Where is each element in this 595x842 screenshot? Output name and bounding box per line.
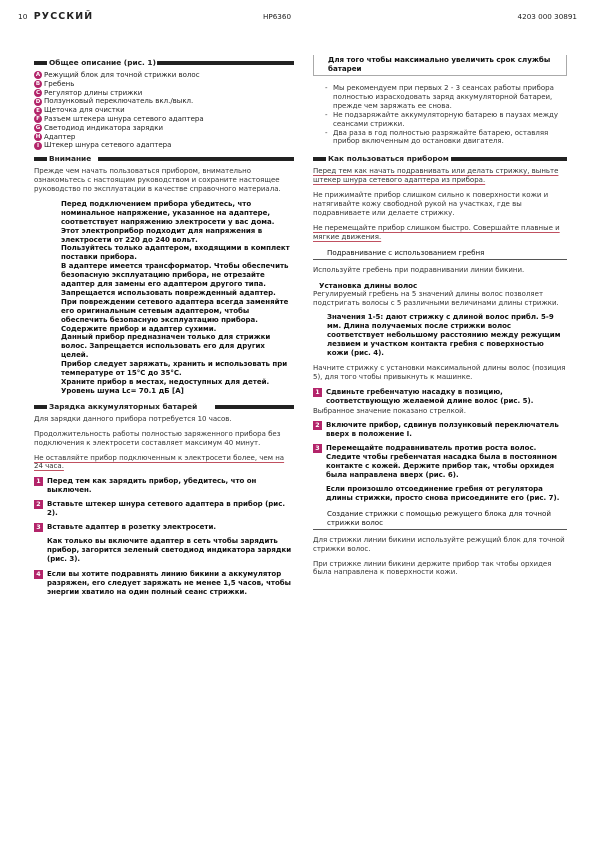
start-text: Начните стрижку с установки максимальной длины волос (позиция 5), для того чтобы привыкнуть к машинке. [313,363,566,381]
warning-item: Уровень шума Lc= 70.1 дБ [A] [61,386,184,395]
step-number: 3 [34,523,43,532]
right-column [313,55,567,583]
charging-time-text: Для зарядки данного прибора потребуется 10 часов. [34,414,232,423]
part-letter-badge: H [35,133,41,140]
parts-list [34,71,294,150]
length-values-note: Значения 1-5: дают стрижку с длиной волос прибл. 5-9 мм. Длина получаемых после стрижки волос соответствует небольшому расстоянию между режущим лезвием и участком контакта гребня с поверхностью кожи (рис. 4). [327,313,561,358]
part-item: B Гребень [35,79,75,88]
battery-tips [313,84,567,146]
battery-tip: - Не подзаряжайте аккумуляторную батарею в паузах между сеансами стрижки. [325,110,559,128]
pressure-text: Не прижимайте прибор слишком сильно к поверхности кожи и натягивайте кожу свободной рукой на участках, где вы подравниваете или делаете стрижку. [313,191,549,217]
warning-item: Содержите прибор и адаптер сухими. [61,324,217,333]
warning-item: Данный прибор предназначен только для стрижки волос. Запрещается использовать его для других целей. [61,333,271,360]
step-number: 4 [34,570,43,579]
step-number: 2 [34,500,43,509]
step-number: 2 [313,421,322,430]
unplug-warning: Перед тем как начать подравнивать или делать стрижку, выньте штекер шнура сетевого адаптера из прибора. [313,167,559,185]
charging-step: 4 Если вы хотите подравнять линию бикини а аккумулятор разряжен, его следует заряжать не менее 1,5 часов, чтобы энергии хватило на один полный сеанс стрижки. [34,570,294,597]
part-item: G Светодиод индикатора зарядки [35,123,164,132]
warning-item: Прибор следует заряжать, хранить и использовать при температуре от 15°C до 35°C. [61,360,288,378]
step-number: 1 [313,388,322,397]
warning-item: В адаптере имеется трансформатор. Чтобы обеспечить безопасную эксплуатацию прибора, не отрезайте адаптер для замены его адаптером другого типа. [61,262,289,289]
warning-item: Перед подключением прибора убедитесь, что номинальное напряжение, указанное на адаптере, соответствует напряжению электросети у вас дома. [61,199,275,226]
page-header [18,11,577,25]
length-heading: Установка длины волос [319,280,418,290]
warning-item: Запрещается использовать поврежденный адаптер. [61,288,276,297]
part-letter-badge: A [35,72,41,79]
part-item: F Разъем штекера шнура сетевого адаптера [34,115,294,124]
usage-step: 2 Включите прибор, сдвинув ползунковый переключатель вверх в положение I. [313,421,567,439]
page-number: 10 [18,12,28,21]
usage-step: 3 Перемещайте подравниватель против роста волос. Следите чтобы гребенчатая насадка была в постоянном контакте с кожей. Держите прибор так, чтобы орхидея была направлена вверх (рис. 6). [313,444,567,480]
section-heading-charging [34,402,294,412]
arrow-note: Выбранное значение показано стрелкой. [313,406,466,415]
part-letter-badge: F [34,115,42,123]
precision-subheading: Создание стрижки с помощью режущего блока для точной стрижки волос [313,509,567,530]
battery-tip: - Два раза в год полностью разряжайте батарею, оставляя прибор включенным до остановки двигателя. [325,128,549,146]
charging-title: Зарядка аккумуляторных батарей [49,401,198,411]
document-code: 4203 000 30891 [517,12,577,21]
header-left [18,11,93,22]
caution-intro: Прежде чем начать пользоваться прибором, внимательно ознакомьтесь с настоящим руководством и сохраните настоящее руководство по эксплуатации в качестве справочного материала. [34,167,281,193]
usage-step: 1 Сдвиньте гребенчатую насадку в позицию, соответствующую желаемой длине волос (рис. 5). [313,388,567,406]
language-label: РУССКИЙ [33,11,94,22]
length-text: Регулируемый гребень на 5 значений длины волос позволяет подстригать волосы с 5 различными величинами длины стрижки. [313,289,559,307]
comb-subheading: Подравнивание с использованием гребня [313,248,567,260]
step-number: 3 [313,444,322,453]
section-heading-general [34,58,294,68]
warning-list [34,200,294,396]
part-letter-badge: D [35,98,41,105]
left-column [34,58,294,601]
charging-step: 1 Перед тем как зарядить прибор, убедитесь, что он выключен. [34,477,294,495]
charging-step-note: Как только вы включите адаптер в сеть чтобы зарядить прибор, загорится зеленый светодиод индикатора зарядки (рис. 3). [47,536,292,563]
speed-warning: Не перемещайте прибор слишком быстро. Совершайте плавные и мягкие движения. [313,223,560,241]
charging-step: 2 Вставьте штекер шнура сетевого адаптера в прибор (рис. 2). [34,500,294,518]
general-title: Общее описание (рис. 1) [49,58,156,67]
part-item: E Щеточка для очистки [34,106,294,115]
warning-item: При повреждении сетевого адаптера всегда заменяйте его оригинальным сетевым адаптером, чтобы обеспечить безопасную эксплуатацию прибора. [61,297,289,324]
part-item: I Штекер шнура сетевого адаптера [34,141,294,150]
step-number: 1 [34,477,43,486]
charging-step: 3 Вставьте адаптер в розетку электросети. [34,523,294,532]
part-item: A Режущий блок для точной стрижки волос [35,71,200,79]
precision-text: При стрижке линии бикини держите прибор так чтобы орхидея была направлена к поверхности кожи. [313,559,552,577]
usage-step-note: Если произошло отсоединение гребня от регулятора длины стрижки, просто снова присоедините его (рис. 7). [326,484,560,502]
warning-item: Этот электроприбор подходит для напряжения в электросети от 220 до 240 вольт. [61,226,263,244]
part-item: C Регулятор длины стрижки [35,88,143,97]
part-letter-badge: G [35,125,41,132]
section-heading-caution [34,154,294,164]
part-letter-badge: E [34,107,42,115]
caution-title: Внимание [49,154,92,164]
part-item: H Адаптер [35,132,76,141]
part-letter-badge: C [35,89,41,96]
model-number: HP6360 [263,12,292,21]
part-letter-badge: B [35,81,41,88]
part-letter-badge: I [34,142,42,150]
runtime-text: Продолжительность работы полностью заряженного прибора без подключения к электросети составляет максимум 40 минут. [34,429,281,447]
battery-life-title: Для того чтобы максимально увеличить срок службы батареи [313,55,567,76]
section-heading-usage [313,154,567,164]
warning-item: Пользуйтесь только адаптером, входящими в комплект поставки прибора. [61,244,290,262]
charging-warning: Не оставляйте прибор подключенным к электросети более, чем на 24 часа. [34,453,285,471]
precision-text: Для стрижки линии бикини используйте режущий блок для точной стрижки волос. [313,535,565,553]
usage-title: Как пользоваться прибором [328,154,449,164]
comb-text: Используйте гребень при подравнивании линии бикини. [313,265,525,274]
battery-tip: - Мы рекомендуем при первых 2 - 3 сеансах работы прибора полностью израсходовать заряд аккумуляторной батареи, прежде чем заряжать ее снова. [325,84,554,110]
part-item: D Ползунковый переключатель вкл./выкл. [35,97,194,106]
warning-item: Храните прибор в местах, недоступных для детей. [61,378,270,387]
